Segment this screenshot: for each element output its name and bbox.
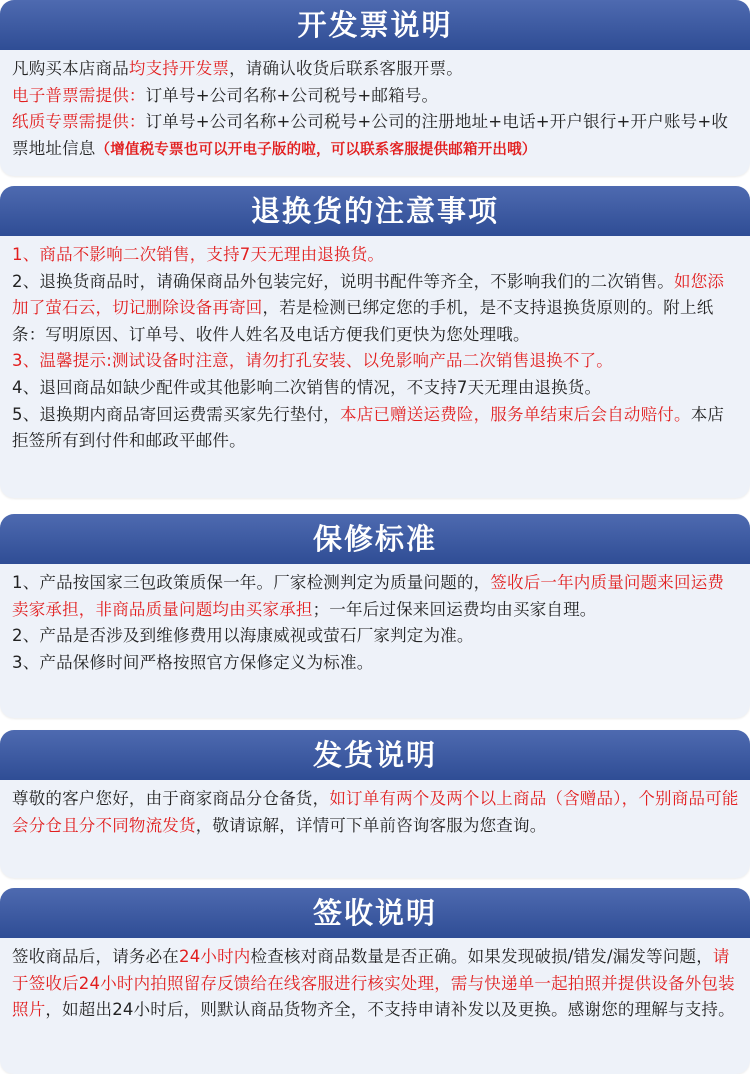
warranty-title: 保修标准 (0, 514, 750, 564)
warranty-item-3: 3、产品保修时间严格按照官方保修定义为标准。 (12, 652, 374, 672)
text: ；一年后过保来回运费均由买家自理。 (312, 599, 597, 619)
highlight-text: 电子普票需提供： (12, 85, 146, 105)
returns-item-2 (12, 269, 740, 349)
shipping-title: 发货说明 (0, 730, 750, 780)
text: 尊敬的客户您好，由于商家商品分仓备货， (12, 789, 330, 808)
highlight-text: 纸质专票需提供： (12, 112, 146, 132)
invoice-line-2 (12, 83, 740, 110)
returns-section (0, 186, 750, 498)
highlight-text: 签收后一年内质量问题来回运费卖家承担，非商品质量问题均由买家承担 (12, 573, 725, 619)
text: 检查核对商品数量是否正确。如果发现破损/错发/漏发等问题， (250, 947, 713, 966)
text: 订单号+公司名称+公司税号+邮箱号。 (145, 85, 439, 105)
text: ，敬请谅解，详情可下单前咨询客服为您查询。 (195, 815, 547, 835)
invoice-title: 开发票说明 (0, 0, 750, 50)
receipt-title: 签收说明 (0, 888, 750, 938)
returns-title: 退换货的注意事项 (0, 186, 750, 236)
highlight-text: 本店已赠送运费险，服务单结束后会自动赔付。 (340, 404, 691, 424)
invoice-line-1 (12, 56, 740, 83)
text: 凡购买本店商品 (12, 59, 129, 78)
shipping-text (12, 786, 740, 839)
highlight-text: 请于签收后24小时内拍照留存反馈给在线客服进行核实处理，需与快递单一起拍照并提供设备外包装照片 (12, 947, 735, 1020)
shipping-body (0, 780, 750, 839)
highlight-text: 如订单有两个及两个以上商品（含赠品），个别商品可能会分仓且分不同物流发货 (12, 789, 739, 835)
text: 本店拒签所有到付件和邮政平邮件。 (12, 404, 725, 451)
highlight-text: 24小时内 (179, 947, 251, 966)
text: 2、退换货商品时，请确保商品外包装完好，说明书配件等齐全，不影响我们的二次销售。 (12, 271, 674, 291)
text: 1、产品按国家三包政策质保一年。厂家检测判定为质量问题的， (12, 573, 491, 592)
returns-item-1: 1、商品不影响二次销售，支持7天无理由退换货。 (12, 245, 385, 264)
returns-item-4: 4、退回商品如缺少配件或其他影响二次销售的情况，不支持7天无理由退换货。 (12, 377, 602, 397)
highlight-text: 均支持开发票 (128, 59, 230, 78)
receipt-section (0, 888, 750, 1074)
returns-item-3: 3、温馨提示:测试设备时注意，请勿打孔安装、以免影响产品二次销售退换不了。 (12, 351, 613, 371)
receipt-text (12, 944, 740, 1024)
warranty-body (0, 564, 750, 676)
highlight-note: （增值税专票也可以开电子版的啦，可以联系客服提供邮箱开出哦） (95, 141, 537, 158)
invoice-section (0, 0, 750, 176)
text: 订单号+公司名称+公司税号+公司的注册地址+电话+开户银行+开户账号+收票地址信息 (12, 112, 729, 158)
invoice-body (0, 50, 750, 163)
highlight-text: 如您添加了萤石云，切记删除设备再寄回 (12, 271, 725, 318)
text: 签收商品后，请务必在 (12, 947, 179, 966)
shipping-section (0, 730, 750, 878)
text: ，请确认收货后联系客服开票。 (229, 59, 463, 78)
text: 5、退换期内商品寄回运费需买家先行垫付， (12, 404, 340, 424)
invoice-line-3 (12, 109, 740, 163)
returns-body (0, 236, 750, 455)
text: ，若是检测已绑定您的手机，是不支持退换货原则的。附上纸条：写明原因、订单号、收件人姓名及电话方便我们更快为您处理哦。 (12, 298, 714, 344)
receipt-body (0, 938, 750, 1024)
warranty-section (0, 514, 750, 718)
text: ，如超出24小时后，则默认商品货物齐全，不支持申请补发以及更换。感谢您的理解与支持。 (45, 1000, 735, 1020)
warranty-item-1 (12, 570, 740, 623)
warranty-item-2: 2、产品是否涉及到维修费用以海康威视或萤石厂家判定为准。 (12, 626, 474, 646)
returns-item-5 (12, 402, 740, 455)
